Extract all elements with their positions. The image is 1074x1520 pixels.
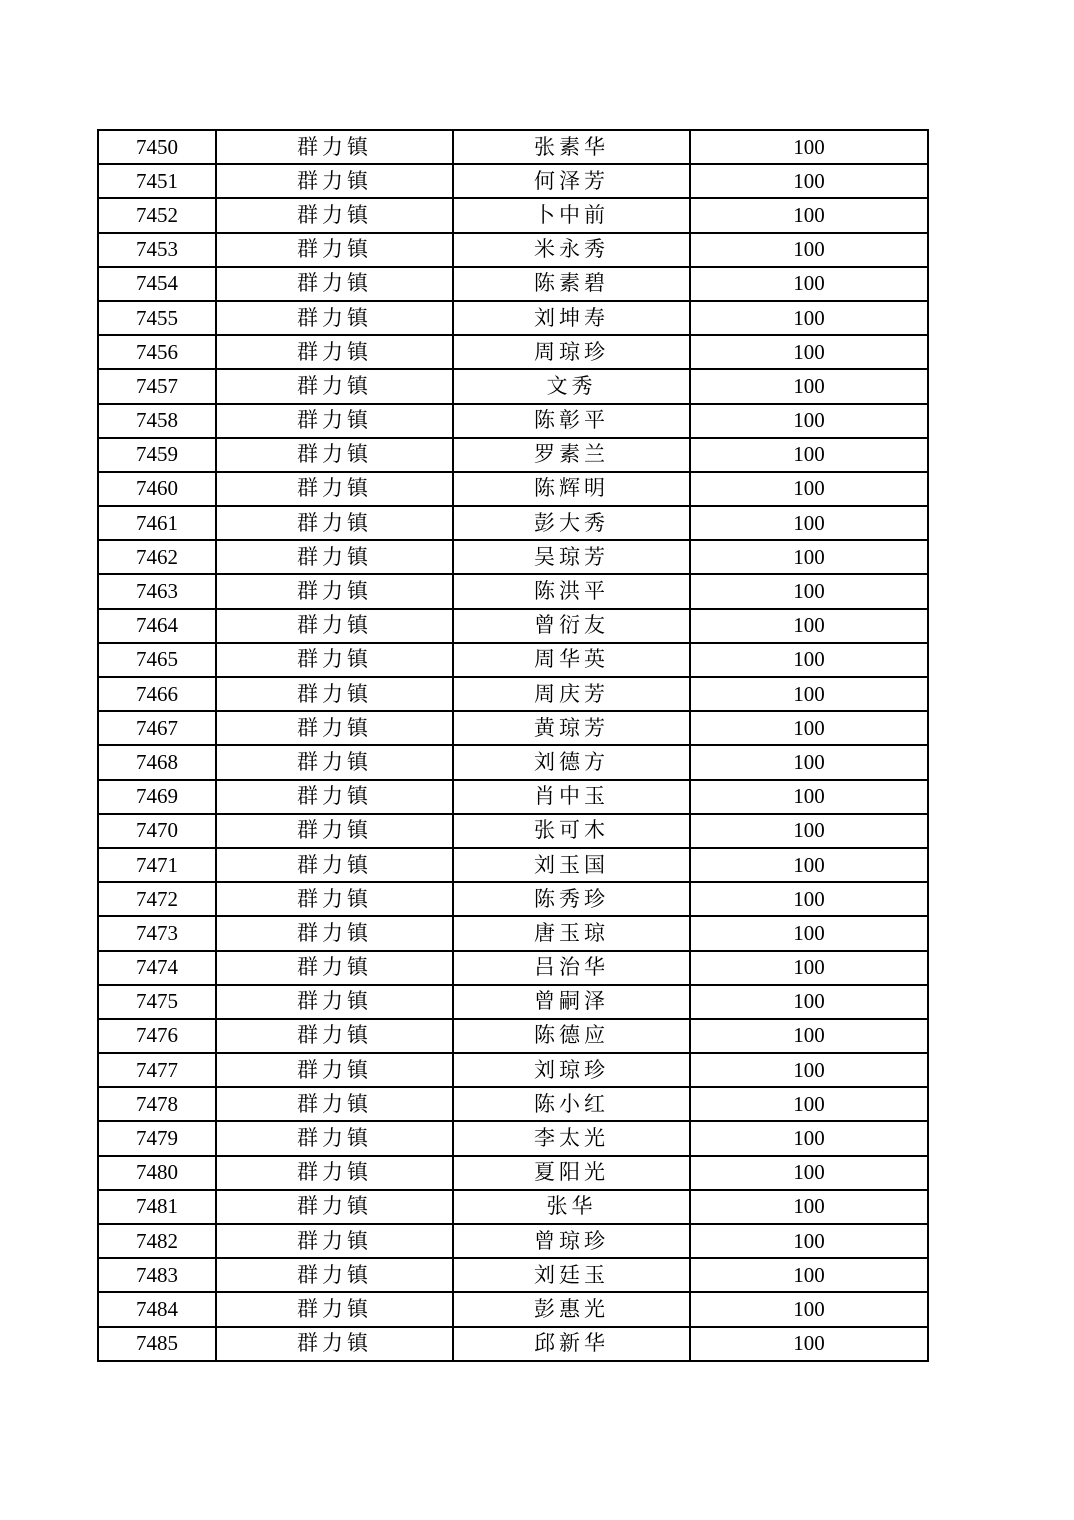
serial-number-cell: 7475: [98, 985, 216, 1019]
person-name-cell: 李太光: [453, 1121, 690, 1155]
table-row: [98, 574, 928, 608]
town-cell: 群力镇: [216, 1019, 453, 1053]
town-cell: 群力镇: [216, 1190, 453, 1224]
person-name-cell: 张可木: [453, 814, 690, 848]
serial-number-cell: 7474: [98, 951, 216, 985]
person-name-cell: 刘德方: [453, 745, 690, 779]
person-name-cell: 刘廷玉: [453, 1258, 690, 1292]
person-name-cell: 刘琼珍: [453, 1053, 690, 1087]
amount-cell: 100: [690, 814, 928, 848]
amount-cell: 100: [690, 164, 928, 198]
person-name-cell: 唐玉琼: [453, 916, 690, 950]
serial-number-cell: 7471: [98, 848, 216, 882]
town-cell: 群力镇: [216, 233, 453, 267]
town-cell: 群力镇: [216, 301, 453, 335]
person-name-cell: 陈秀珍: [453, 882, 690, 916]
table-row: [98, 951, 928, 985]
amount-cell: 100: [690, 574, 928, 608]
town-cell: 群力镇: [216, 267, 453, 301]
serial-number-cell: 7461: [98, 506, 216, 540]
amount-cell: 100: [690, 1156, 928, 1190]
person-name-cell: 陈洪平: [453, 574, 690, 608]
person-name-cell: 彭惠光: [453, 1292, 690, 1326]
serial-number-cell: 7464: [98, 609, 216, 643]
amount-cell: 100: [690, 1053, 928, 1087]
amount-cell: 100: [690, 198, 928, 232]
amount-cell: 100: [690, 1258, 928, 1292]
town-cell: 群力镇: [216, 369, 453, 403]
serial-number-cell: 7470: [98, 814, 216, 848]
table-row: [98, 1224, 928, 1258]
town-cell: 群力镇: [216, 1156, 453, 1190]
serial-number-cell: 7456: [98, 335, 216, 369]
person-name-cell: 刘坤寿: [453, 301, 690, 335]
amount-cell: 100: [690, 677, 928, 711]
town-cell: 群力镇: [216, 780, 453, 814]
person-name-cell: 陈德应: [453, 1019, 690, 1053]
table-row: [98, 198, 928, 232]
table-row: [98, 233, 928, 267]
table-row: [98, 1190, 928, 1224]
serial-number-cell: 7469: [98, 780, 216, 814]
town-cell: 群力镇: [216, 951, 453, 985]
amount-cell: 100: [690, 404, 928, 438]
town-cell: 群力镇: [216, 198, 453, 232]
serial-number-cell: 7480: [98, 1156, 216, 1190]
town-cell: 群力镇: [216, 1292, 453, 1326]
serial-number-cell: 7463: [98, 574, 216, 608]
person-name-cell: 彭大秀: [453, 506, 690, 540]
amount-cell: 100: [690, 438, 928, 472]
serial-number-cell: 7485: [98, 1327, 216, 1361]
table-row: [98, 164, 928, 198]
table-row: [98, 1087, 928, 1121]
table-row: [98, 301, 928, 335]
serial-number-cell: 7462: [98, 540, 216, 574]
serial-number-cell: 7451: [98, 164, 216, 198]
serial-number-cell: 7452: [98, 198, 216, 232]
serial-number-cell: 7479: [98, 1121, 216, 1155]
serial-number-cell: 7454: [98, 267, 216, 301]
amount-cell: 100: [690, 711, 928, 745]
table-row: [98, 1156, 928, 1190]
person-name-cell: 陈辉明: [453, 472, 690, 506]
town-cell: 群力镇: [216, 814, 453, 848]
table-row: [98, 267, 928, 301]
table-row: [98, 985, 928, 1019]
person-name-cell: 吴琼芳: [453, 540, 690, 574]
amount-cell: 100: [690, 506, 928, 540]
table-row: [98, 1327, 928, 1361]
serial-number-cell: 7482: [98, 1224, 216, 1258]
town-cell: 群力镇: [216, 574, 453, 608]
serial-number-cell: 7467: [98, 711, 216, 745]
town-cell: 群力镇: [216, 1327, 453, 1361]
town-cell: 群力镇: [216, 985, 453, 1019]
table-row: [98, 404, 928, 438]
town-cell: 群力镇: [216, 404, 453, 438]
serial-number-cell: 7458: [98, 404, 216, 438]
town-cell: 群力镇: [216, 472, 453, 506]
serial-number-cell: 7477: [98, 1053, 216, 1087]
table-row: [98, 677, 928, 711]
town-cell: 群力镇: [216, 643, 453, 677]
serial-number-cell: 7459: [98, 438, 216, 472]
table-row: [98, 609, 928, 643]
serial-number-cell: 7457: [98, 369, 216, 403]
serial-number-cell: 7465: [98, 643, 216, 677]
serial-number-cell: 7483: [98, 1258, 216, 1292]
person-name-cell: 曾琼珍: [453, 1224, 690, 1258]
person-name-cell: 陈小红: [453, 1087, 690, 1121]
table-row: [98, 916, 928, 950]
table-row: [98, 130, 928, 164]
table-row: [98, 369, 928, 403]
person-name-cell: 曾衍友: [453, 609, 690, 643]
table-row: [98, 1019, 928, 1053]
amount-cell: 100: [690, 916, 928, 950]
person-name-cell: 邱新华: [453, 1327, 690, 1361]
amount-cell: 100: [690, 301, 928, 335]
table-row: [98, 882, 928, 916]
serial-number-cell: 7450: [98, 130, 216, 164]
table-row: [98, 335, 928, 369]
amount-cell: 100: [690, 335, 928, 369]
amount-cell: 100: [690, 1087, 928, 1121]
table-row: [98, 643, 928, 677]
amount-cell: 100: [690, 1327, 928, 1361]
town-cell: 群力镇: [216, 1224, 453, 1258]
amount-cell: 100: [690, 643, 928, 677]
amount-cell: 100: [690, 1019, 928, 1053]
person-name-cell: 周庆芳: [453, 677, 690, 711]
town-cell: 群力镇: [216, 164, 453, 198]
serial-number-cell: 7468: [98, 745, 216, 779]
town-cell: 群力镇: [216, 882, 453, 916]
amount-cell: 100: [690, 985, 928, 1019]
amount-cell: 100: [690, 1224, 928, 1258]
amount-cell: 100: [690, 130, 928, 164]
town-cell: 群力镇: [216, 916, 453, 950]
amount-cell: 100: [690, 369, 928, 403]
table-row: [98, 1053, 928, 1087]
person-name-cell: 刘玉国: [453, 848, 690, 882]
person-name-cell: 肖中玉: [453, 780, 690, 814]
amount-cell: 100: [690, 540, 928, 574]
person-name-cell: 陈彰平: [453, 404, 690, 438]
amount-cell: 100: [690, 848, 928, 882]
amount-cell: 100: [690, 882, 928, 916]
town-cell: 群力镇: [216, 677, 453, 711]
serial-number-cell: 7476: [98, 1019, 216, 1053]
table-body: [98, 130, 928, 1361]
table-row: [98, 1121, 928, 1155]
amount-cell: 100: [690, 780, 928, 814]
serial-number-cell: 7460: [98, 472, 216, 506]
amount-cell: 100: [690, 745, 928, 779]
person-name-cell: 黄琼芳: [453, 711, 690, 745]
table-row: [98, 711, 928, 745]
town-cell: 群力镇: [216, 1121, 453, 1155]
person-name-cell: 罗素兰: [453, 438, 690, 472]
town-cell: 群力镇: [216, 506, 453, 540]
town-cell: 群力镇: [216, 609, 453, 643]
table-row: [98, 848, 928, 882]
serial-number-cell: 7455: [98, 301, 216, 335]
table-row: [98, 1292, 928, 1326]
table-row: [98, 472, 928, 506]
person-name-cell: 张华: [453, 1190, 690, 1224]
person-name-cell: 周华英: [453, 643, 690, 677]
table-row: [98, 780, 928, 814]
table-row: [98, 1258, 928, 1292]
town-cell: 群力镇: [216, 130, 453, 164]
town-cell: 群力镇: [216, 1258, 453, 1292]
amount-cell: 100: [690, 609, 928, 643]
serial-number-cell: 7453: [98, 233, 216, 267]
amount-cell: 100: [690, 1121, 928, 1155]
person-name-cell: 张素华: [453, 130, 690, 164]
person-name-cell: 周琼珍: [453, 335, 690, 369]
town-cell: 群力镇: [216, 1087, 453, 1121]
data-table: [97, 129, 929, 1362]
table-row: [98, 506, 928, 540]
person-name-cell: 曾嗣泽: [453, 985, 690, 1019]
serial-number-cell: 7484: [98, 1292, 216, 1326]
town-cell: 群力镇: [216, 1053, 453, 1087]
amount-cell: 100: [690, 1190, 928, 1224]
town-cell: 群力镇: [216, 438, 453, 472]
amount-cell: 100: [690, 267, 928, 301]
serial-number-cell: 7466: [98, 677, 216, 711]
table-row: [98, 438, 928, 472]
serial-number-cell: 7481: [98, 1190, 216, 1224]
table-row: [98, 540, 928, 574]
person-name-cell: 吕治华: [453, 951, 690, 985]
table-row: [98, 814, 928, 848]
person-name-cell: 米永秀: [453, 233, 690, 267]
serial-number-cell: 7472: [98, 882, 216, 916]
town-cell: 群力镇: [216, 848, 453, 882]
person-name-cell: 何泽芳: [453, 164, 690, 198]
amount-cell: 100: [690, 472, 928, 506]
person-name-cell: 文秀: [453, 369, 690, 403]
serial-number-cell: 7473: [98, 916, 216, 950]
amount-cell: 100: [690, 1292, 928, 1326]
town-cell: 群力镇: [216, 745, 453, 779]
person-name-cell: 陈素碧: [453, 267, 690, 301]
person-name-cell: 卜中前: [453, 198, 690, 232]
amount-cell: 100: [690, 951, 928, 985]
amount-cell: 100: [690, 233, 928, 267]
table-row: [98, 745, 928, 779]
town-cell: 群力镇: [216, 711, 453, 745]
town-cell: 群力镇: [216, 540, 453, 574]
serial-number-cell: 7478: [98, 1087, 216, 1121]
town-cell: 群力镇: [216, 335, 453, 369]
person-name-cell: 夏阳光: [453, 1156, 690, 1190]
